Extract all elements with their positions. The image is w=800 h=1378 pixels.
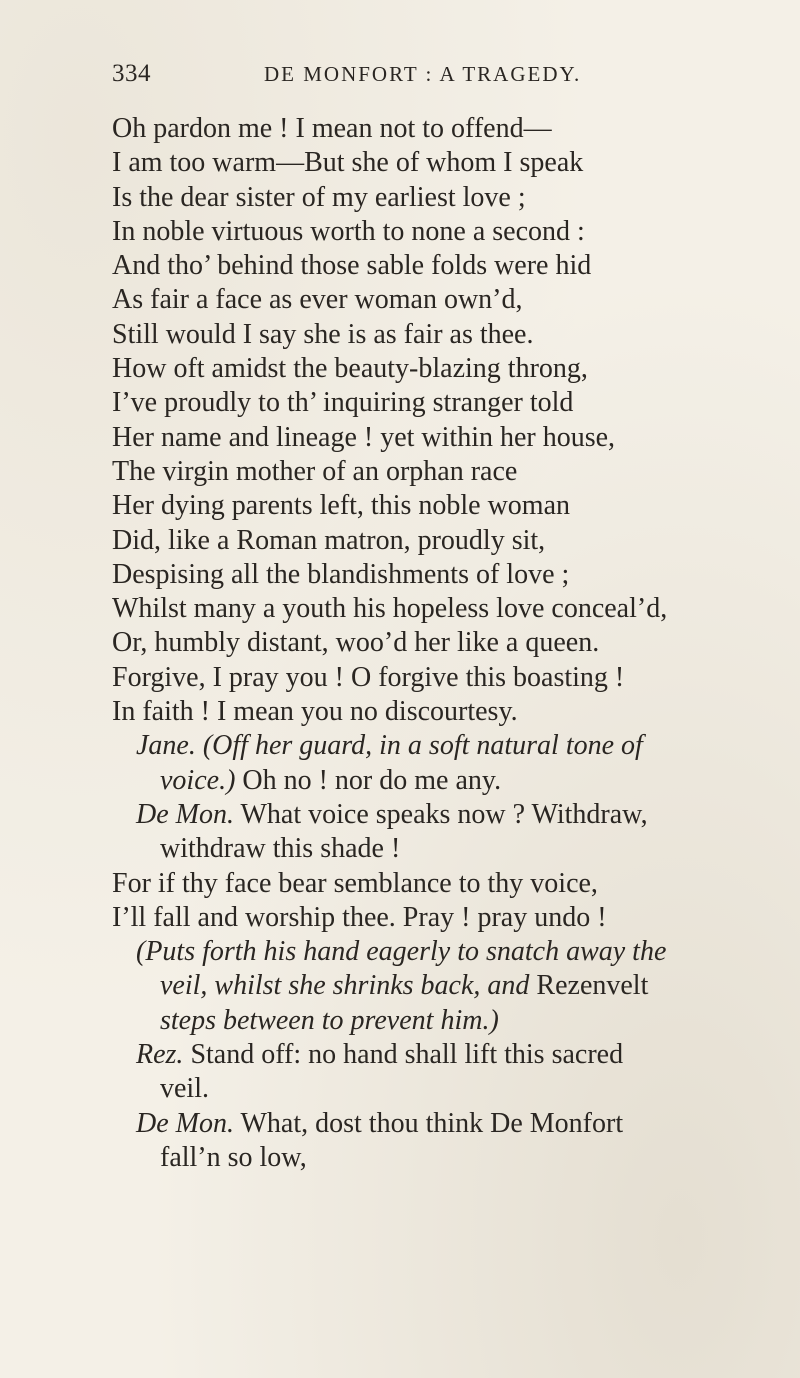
stage-direction: (Off her guard, in a soft natural tone of <box>202 730 643 762</box>
verse-line: Oh pardon me ! I mean not to offend— <box>112 113 552 144</box>
verse-line: As fair a face as ever woman own’d, <box>112 284 523 316</box>
page-header <box>112 60 672 100</box>
running-head: DE MONFORT : A TRAGEDY. <box>264 62 582 86</box>
verse-line: In noble virtuous worth to none a second : <box>112 215 585 247</box>
jane-speech-line <box>112 729 762 763</box>
verse-line: For if thy face bear semblance to thy voice, <box>112 867 598 899</box>
verse-line: Her dying parents left, this noble woman <box>112 490 571 522</box>
verse-line: veil. <box>160 1073 209 1105</box>
character-name: Rezenvelt <box>536 970 649 1002</box>
speaker-de-monfort: De Mon. <box>136 1107 234 1139</box>
verse-line: Despising all the blandishments of love ; <box>112 558 570 590</box>
speaker-rezenvelt: Rez. <box>136 1039 184 1071</box>
verse-line: I’ll fall and worship thee. Pray ! pray undo ! <box>112 901 607 933</box>
verse-line: Did, like a Roman matron, proudly sit, <box>112 524 546 556</box>
verse-line: withdraw this shade ! <box>160 833 401 865</box>
speech-text: What, dost thou think De Monfort <box>240 1107 624 1139</box>
stage-direction: (Puts forth his hand eagerly to snatch away the <box>136 936 667 968</box>
speech-text: Stand off: no hand shall lift this sacred <box>190 1039 624 1071</box>
page-number: 334 <box>112 60 151 87</box>
verse-line: In faith ! I mean you no discourtesy. <box>112 696 518 728</box>
verse-line: Whilst many a youth his hopeless love conceal’d, <box>112 593 668 625</box>
verse-line: Her name and lineage ! yet within her house, <box>112 421 616 453</box>
demon-speech-line <box>112 798 762 832</box>
verse-line: And tho’ behind those sable folds were hid <box>112 250 592 282</box>
verse-line: The virgin mother of an orphan race <box>112 455 518 487</box>
stage-direction: steps between to prevent him.) <box>160 1004 499 1036</box>
verse-line: Still would I say she is as fair as thee. <box>112 318 534 350</box>
speech-text: Oh no ! nor do me any. <box>242 764 502 796</box>
jane-speech-line <box>112 764 762 798</box>
verse-line: Is the dear sister of my earliest love ; <box>112 181 526 213</box>
verse-text <box>112 112 762 1175</box>
speaker-jane: Jane. <box>136 730 196 762</box>
rez-speech-line <box>112 1038 762 1072</box>
verse-line: fall’n so low, <box>160 1141 307 1173</box>
demon-speech-line <box>112 1107 762 1141</box>
verse-line: Forgive, I pray you ! O forgive this boasting ! <box>112 661 625 693</box>
stage-direction: voice.) <box>160 764 236 796</box>
verse-line: I am too warm—But she of whom I speak <box>112 147 584 179</box>
speaker-de-monfort: De Mon. <box>136 798 234 830</box>
verse-line: How oft amidst the beauty-blazing throng, <box>112 353 588 385</box>
speech-text: What voice speaks now ? Withdraw, <box>240 798 648 830</box>
verse-line: Or, humbly distant, woo’d her like a queen. <box>112 627 600 659</box>
verse-line: I’ve proudly to th’ inquiring stranger told <box>112 387 574 419</box>
stage-direction-line <box>112 969 762 1003</box>
stage-direction: veil, whilst she shrinks back, and <box>160 970 530 1002</box>
